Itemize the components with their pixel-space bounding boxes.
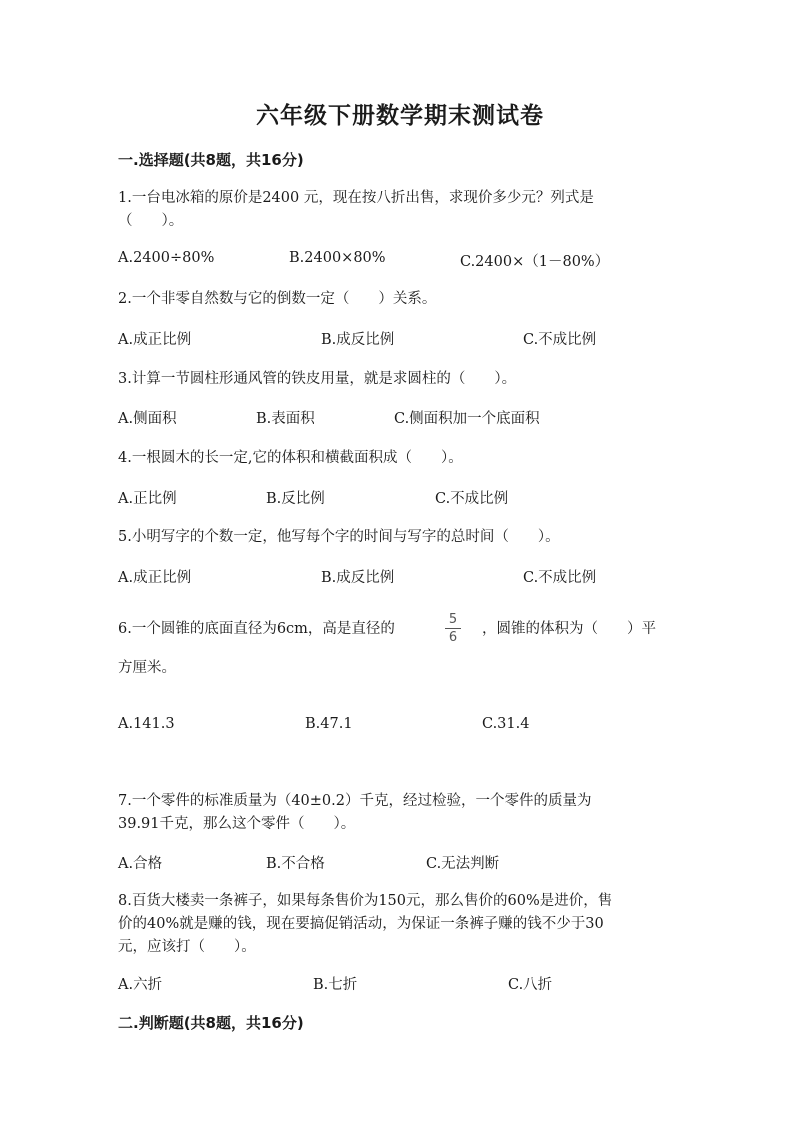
question-4-line-1: 4.一根圆木的长一定,它的体积和横截面积成（ ）。 xyxy=(118,450,463,466)
question-1-option-a: A.2400÷80% xyxy=(118,250,215,266)
question-2-option-c: C.不成比例 xyxy=(523,332,597,348)
question-3-option-b: B.表面积 xyxy=(256,411,315,427)
fraction-bar xyxy=(445,628,461,629)
section-heading-true-false: 二.判断题(共8题，共16分) xyxy=(118,1014,304,1032)
question-8-line-1: 8.百货大楼卖一条裤子，如果每条售价为150元，那么售价的60%是进价，售 xyxy=(118,893,613,909)
question-4-option-c: C.不成比例 xyxy=(435,491,509,507)
question-8-line-2: 价的40%就是赚的钱，现在要搞促销活动，为保证一条裤子赚的钱不少于30 xyxy=(118,916,604,932)
question-4-option-b: B.反比例 xyxy=(266,491,325,507)
question-6-line-1a: 6.一个圆锥的底面直径为6cm，高是直径的 xyxy=(118,621,395,637)
question-8-option-a: A.六折 xyxy=(118,977,163,993)
question-6-line-1b: ，圆锥的体积为（ ）平 xyxy=(482,621,656,637)
question-7-line-2: 39.91千克，那么这个零件（ ）。 xyxy=(118,816,356,832)
page-title: 六年级下册数学期末测试卷 xyxy=(256,103,544,129)
fraction xyxy=(443,612,463,645)
question-1-line-1: 1.一台电冰箱的原价是2400 元，现在按八折出售，求现价多少元？列式是 xyxy=(118,190,594,206)
question-5-option-b: B.成反比例 xyxy=(321,570,395,586)
question-2-line-1: 2.一个非零自然数与它的倒数一定（ ）关系。 xyxy=(118,291,437,307)
question-3-option-c: C.侧面积加一个底面积 xyxy=(394,411,540,427)
question-8-option-c: C.八折 xyxy=(508,977,553,993)
question-1-option-b: B.2400×80% xyxy=(289,250,386,266)
question-2-option-a: A.成正比例 xyxy=(118,332,192,348)
question-1-option-c: C.2400×（1－80%） xyxy=(460,254,610,270)
question-5-line-1: 5.小明写字的个数一定，他写每个字的时间与写字的总时间（ ）。 xyxy=(118,529,560,545)
question-3-line-1: 3.计算一节圆柱形通风管的铁皮用量，就是求圆柱的（ ）。 xyxy=(118,371,517,387)
fraction-numerator: 5 xyxy=(448,612,458,627)
question-2-option-b: B.成反比例 xyxy=(321,332,395,348)
question-7-option-c: C.无法判断 xyxy=(426,856,500,872)
fraction-denominator: 6 xyxy=(448,630,458,645)
question-8-option-b: B.七折 xyxy=(313,977,358,993)
question-3-option-a: A.侧面积 xyxy=(118,411,177,427)
question-5-option-c: C.不成比例 xyxy=(523,570,597,586)
section-heading-choice: 一.选择题(共8题，共16分) xyxy=(118,151,304,169)
question-7-option-a: A.合格 xyxy=(118,856,163,872)
question-6-option-a: A.141.3 xyxy=(118,716,175,732)
question-7-option-b: B.不合格 xyxy=(266,856,325,872)
question-1-line-2: （ ）。 xyxy=(118,213,184,229)
question-6-option-c: C.31.4 xyxy=(482,716,530,732)
question-6-line-2: 方厘米。 xyxy=(118,660,176,676)
question-7-line-1: 7.一个零件的标准质量为（40±0.2）千克，经过检验，一个零件的质量为 xyxy=(118,793,592,809)
question-6-option-b: B.47.1 xyxy=(305,716,353,732)
question-4-option-a: A.正比例 xyxy=(118,491,177,507)
question-8-line-3: 元，应该打（ ）。 xyxy=(118,939,256,955)
question-5-option-a: A.成正比例 xyxy=(118,570,192,586)
